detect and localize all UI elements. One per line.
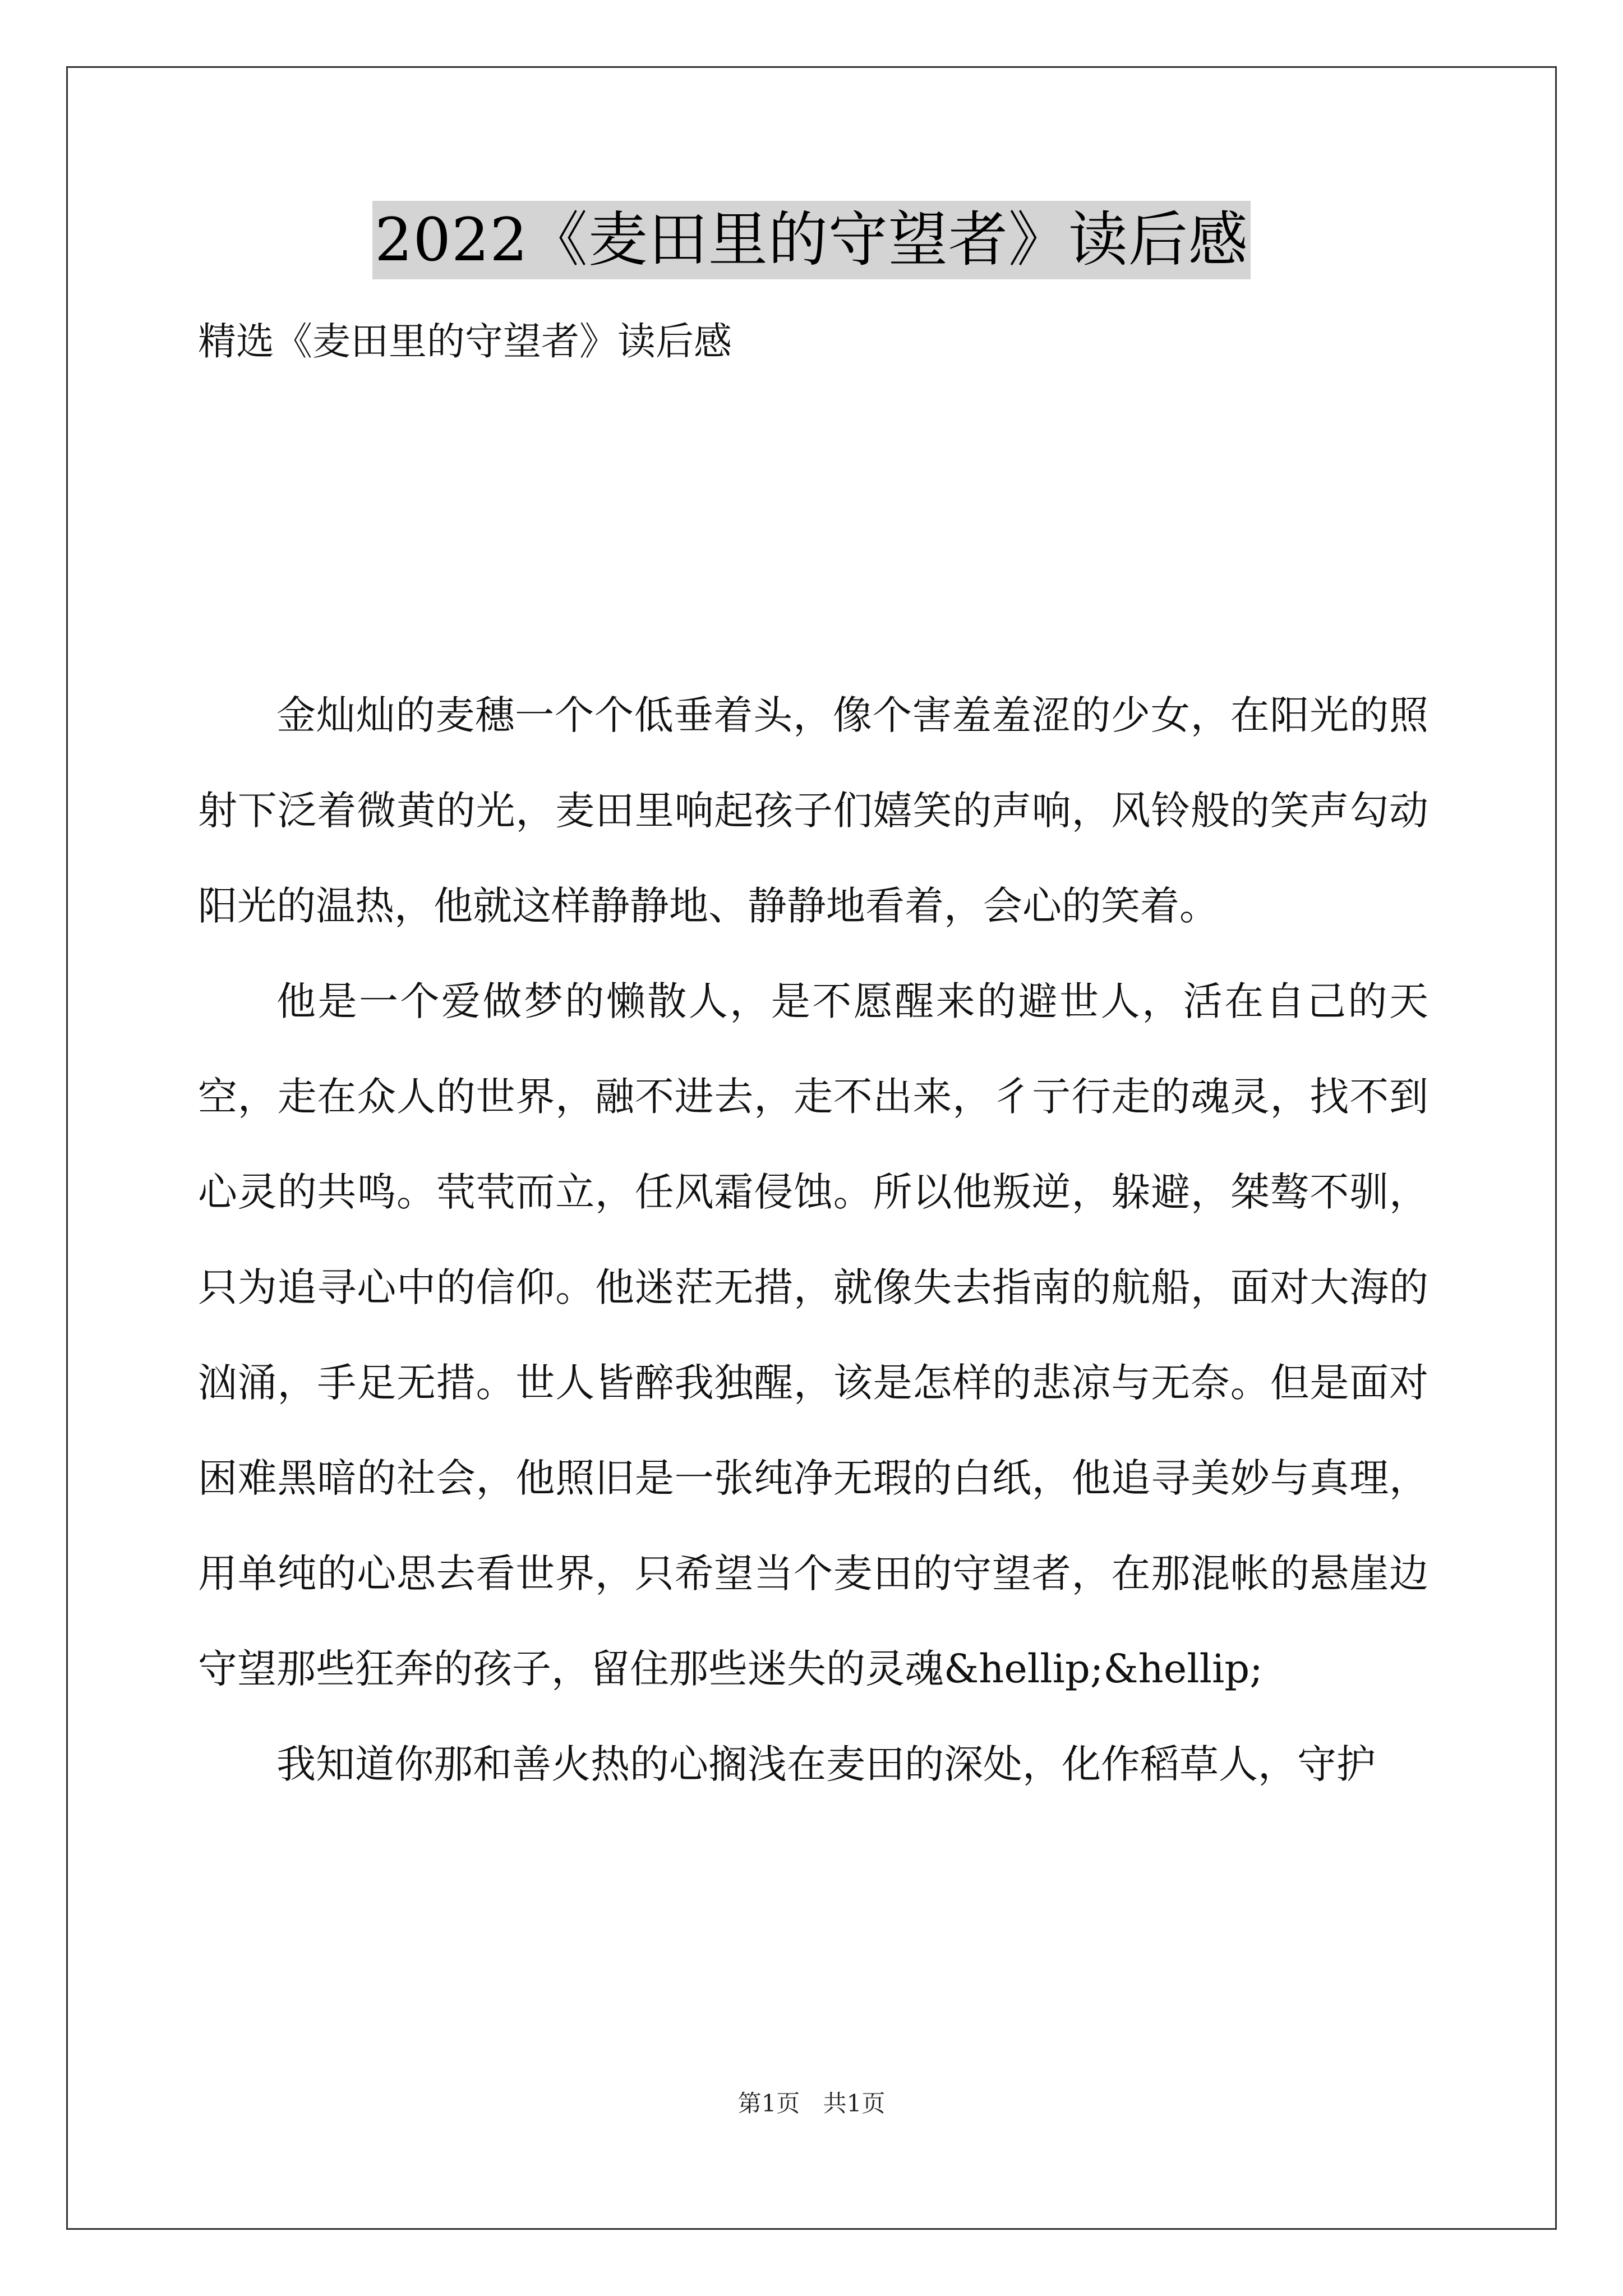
document-body: [198, 668, 1428, 1812]
page-footer: [0, 2087, 1623, 2120]
title-container: [0, 201, 1623, 279]
page-total: 共1页: [823, 2090, 886, 2117]
paragraph: 他是一个爱做梦的懒散人，是不愿醒来的避世人，活在自己的天空，走在众人的世界，融不进去，走不出来，彳亍行走的魂灵，找不到心灵的共鸣。茕茕而立，任风霜侵蚀。所以他叛逆，躲避，桀骜不驯，只为追寻心中的信仰。他迷茫无措，就像失去指南的航船，面对大海的汹涌，手足无措。世人皆醉我独醒，该是怎样的悲凉与无奈。但是面对困难黑暗的社会，他照旧是一张纯净无瑕的白纸，他追寻美妙与真理，用单纯的心思去看世界，只希望当个麦田的守望者，在那混帐的悬崖边守望那些狂奔的孩子，留住那些迷失的灵魂&hellip;&hellip;: [198, 978, 1428, 1692]
paragraph: 我知道你那和善火热的心搁浅在麦田的深处，化作稻草人，守护: [276, 1741, 1376, 1787]
page-number: 第1页: [737, 2090, 800, 2117]
paragraph: 金灿灿的麦穗一个个低垂着头，像个害羞羞涩的少女，在阳光的照射下泛着微黄的光，麦田里响起孩子们嬉笑的声响，风铃般的笑声勾动阳光的温热，他就这样静静地、静静地看着，会心的笑着。: [198, 692, 1428, 929]
document-subtitle: 精选《麦田里的守望者》读后感: [198, 320, 732, 364]
document-title: 2022《麦田里的守望者》读后感: [372, 201, 1251, 279]
